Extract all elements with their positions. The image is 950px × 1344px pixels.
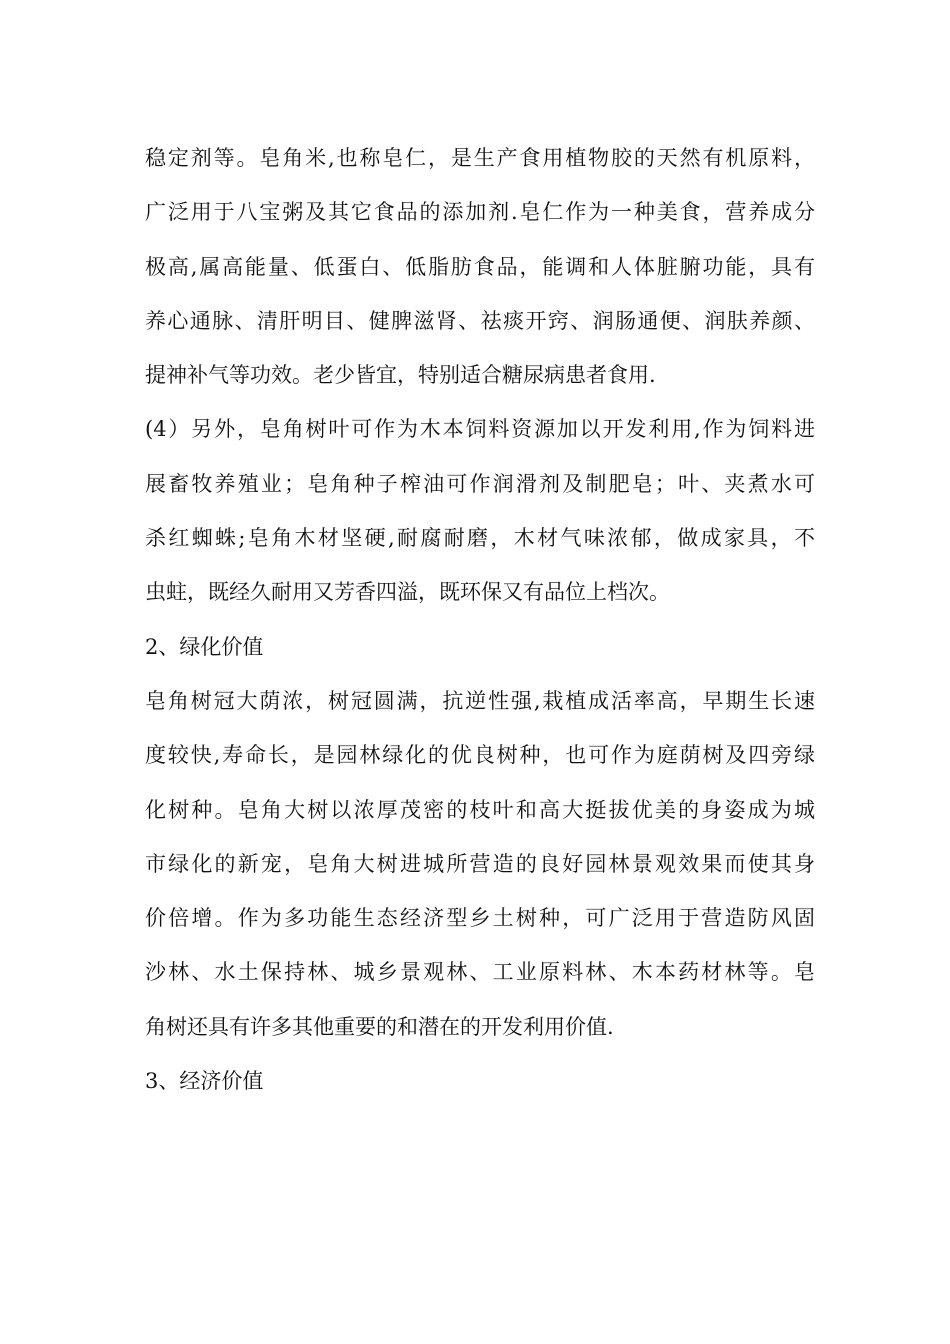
text-line: 提神补气等功效。老少皆宜，特别适合糖尿病患者食用. xyxy=(145,363,656,388)
text-line: 养心通脉、清肝明目、健脾滋肾、祛痰开窍、润肠通便、润肤养颜、 xyxy=(145,308,815,333)
text-line: 极高,属高能量、低蛋白、低脂肪食品，能调和人体脏腑功能，具有 xyxy=(145,254,815,279)
text-line: 角树还具有许多其他重要的和潜在的开发利用价值. xyxy=(145,1014,614,1039)
section-heading-greening-value xyxy=(145,620,815,674)
text-line: 虫蛀，既经久耐用又芳香四溢，既环保又有品位上档次。 xyxy=(145,580,670,605)
text-line: 广泛用于八宝粥及其它食品的添加剂.皂仁作为一种美食，营养成分 xyxy=(145,200,815,225)
paragraph-stabilizer-uses xyxy=(145,131,815,402)
text-line: 展畜牧养殖业；皂角种子榨油可作润滑剂及制肥皂；叶、夹煮水可 xyxy=(145,471,815,496)
section-heading-economic-value xyxy=(145,1054,815,1108)
paragraph-other-uses xyxy=(145,402,815,619)
text-line: 沙林、水土保持林、城乡景观林、工业原料林、木本药材林等。皂 xyxy=(145,960,815,985)
heading-text: 2、绿化价值 xyxy=(145,634,264,659)
text-line: 化树种。皂角大树以浓厚茂密的枝叶和高大挺拔优美的身姿成为城 xyxy=(145,797,815,822)
text-line: 市绿化的新宠，皂角大树进城所营造的良好园林景观效果而使其身 xyxy=(145,851,815,876)
paragraph-greening xyxy=(145,674,815,1054)
heading-text: 3、经济价值 xyxy=(145,1069,264,1094)
text-line: 杀红蜘蛛;皂角木材坚硬,耐腐耐磨，木材气味浓郁，做成家具，不 xyxy=(145,526,815,551)
text-line: 度较快,寿命长，是园林绿化的优良树种，也可作为庭荫树及四旁绿 xyxy=(145,743,815,768)
document-body xyxy=(145,131,815,1108)
text-line: 价倍增。作为多功能生态经济型乡土树种，可广泛用于营造防风固 xyxy=(145,906,815,931)
text-line: 稳定剂等。皂角米,也称皂仁，是生产食用植物胶的天然有机原料， xyxy=(145,146,815,170)
text-line: (4）另外，皂角树叶可作为木本饲料资源加以开发利用,作为饲料进 xyxy=(145,417,815,442)
text-line: 皂角树冠大荫浓，树冠圆满，抗逆性强,栽植成活率高，早期生长速 xyxy=(145,688,815,713)
